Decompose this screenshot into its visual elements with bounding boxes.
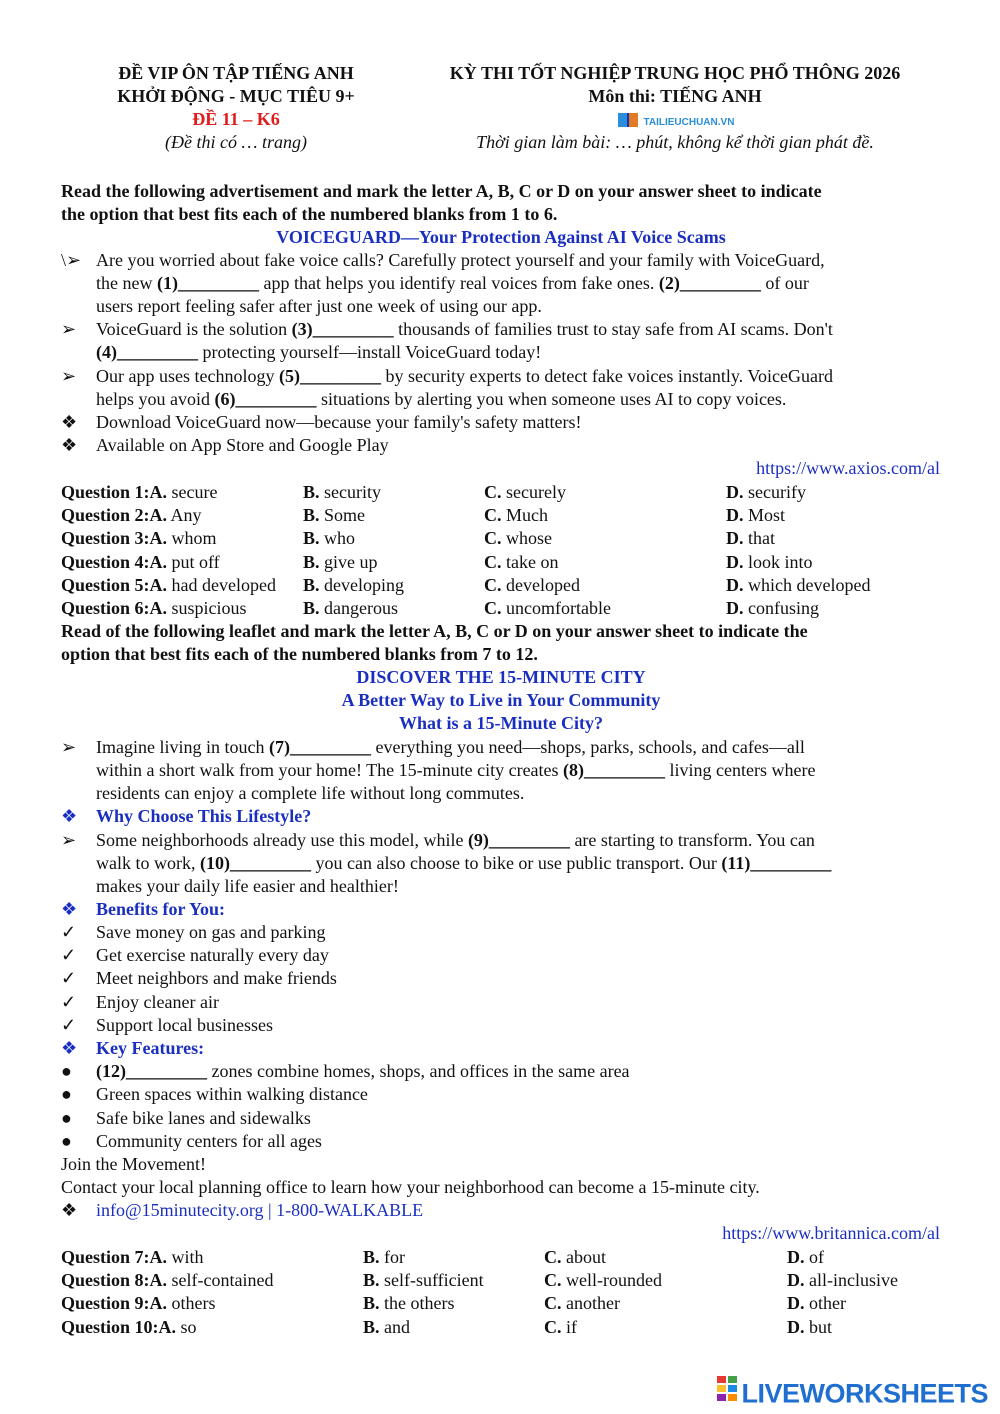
footer-brand-text: LIVEWORKSHEETS bbox=[741, 1378, 988, 1409]
feature-item: Community centers for all ages bbox=[96, 1131, 322, 1151]
section1-instruction-1: Read the following advertisement and mark the letter A, B, C or D on your answer sheet to indicate bbox=[61, 181, 822, 201]
question-row bbox=[61, 1246, 961, 1269]
question-label: Question 6: bbox=[61, 598, 150, 618]
contact-text: Contact your local planning office to learn how your neighborhood can become a 15-minute city. bbox=[61, 1177, 760, 1197]
why-heading: Why Choose This Lifestyle? bbox=[96, 806, 312, 826]
question-row bbox=[61, 574, 961, 597]
option-d[interactable]: D. but bbox=[787, 1316, 833, 1337]
question-row bbox=[61, 1269, 961, 1292]
question-row bbox=[61, 597, 961, 620]
question-label: Question 10: bbox=[61, 1316, 159, 1337]
arrow-bullet-icon: ➢ bbox=[61, 830, 77, 850]
check-icon: ✓ bbox=[61, 945, 77, 965]
header-left-line1: ĐỀ VIP ÔN TẬP TIẾNG ANH bbox=[118, 63, 354, 83]
paragraph-line: Download VoiceGuard now—because your family's safety matters! bbox=[96, 412, 582, 432]
option-a[interactable]: Question 3:A. whom bbox=[61, 528, 217, 549]
option-text: had developed bbox=[171, 574, 276, 595]
option-text: all-inclusive bbox=[809, 1270, 898, 1291]
benefit-item: Save money on gas and parking bbox=[96, 922, 326, 942]
option-d[interactable]: D. Most bbox=[726, 505, 786, 526]
option-b[interactable]: B. security bbox=[303, 482, 381, 502]
header-right-line2: Môn thi: TIẾNG ANH bbox=[588, 86, 762, 106]
paragraph-line: VoiceGuard is the solution (3)_________ thousands of families trust to stay safe from AI scams. Don't bbox=[96, 319, 833, 339]
option-a[interactable]: Question 4:A. put off bbox=[61, 551, 220, 572]
section2-instruction-1: Read of the following leaflet and mark the letter A, B, C or D on your answer sheet to indicate the bbox=[61, 621, 808, 641]
option-text: security bbox=[324, 482, 381, 502]
header-left-line4: (Đề thi có … trang) bbox=[165, 132, 307, 152]
feature-item: (12)_________ zones combine homes, shops, and offices in the same area bbox=[96, 1061, 630, 1081]
benefit-item: Enjoy cleaner air bbox=[96, 992, 219, 1012]
option-b[interactable]: B. give up bbox=[303, 551, 378, 572]
option-text: whom bbox=[171, 528, 217, 549]
paragraph-line: Some neighborhoods already use this model, while (9)_________ are starting to transform. You can bbox=[96, 830, 815, 850]
option-a[interactable]: Question 6:A. suspicious bbox=[61, 598, 247, 618]
question-label: Question 7: bbox=[61, 1247, 150, 1267]
question-label: Question 4: bbox=[61, 551, 150, 572]
option-d[interactable]: D. of bbox=[787, 1247, 824, 1267]
dot-bullet-icon: ● bbox=[61, 1061, 72, 1081]
option-text: secure bbox=[171, 482, 218, 502]
section1-title: VOICEGUARD—Your Protection Against AI Voice Scams bbox=[276, 227, 726, 247]
arrow-bullet-icon: ➢ bbox=[61, 737, 77, 757]
section2-title-1: DISCOVER THE 15-MINUTE CITY bbox=[356, 667, 646, 687]
option-c[interactable]: C. another bbox=[544, 1293, 620, 1314]
option-a[interactable]: Question 7:A. with bbox=[61, 1247, 204, 1267]
option-b[interactable]: B. dangerous bbox=[303, 598, 398, 618]
arrow-bullet-icon: ➢ bbox=[61, 319, 77, 339]
option-d[interactable]: D. that bbox=[726, 528, 775, 549]
option-text: but bbox=[809, 1316, 833, 1337]
benefit-item: Get exercise naturally every day bbox=[96, 945, 329, 965]
option-c[interactable]: C. securely bbox=[484, 482, 566, 502]
paragraph-line: Imagine living in touch (7)_________ everything you need—shops, parks, schools, and cafes—all bbox=[96, 737, 805, 757]
option-b[interactable]: B. developing bbox=[303, 574, 404, 595]
option-text: others bbox=[171, 1293, 216, 1314]
option-text: who bbox=[324, 528, 356, 549]
option-text: suspicious bbox=[171, 598, 247, 618]
option-a[interactable]: Question 1:A. secure bbox=[61, 482, 218, 502]
header-left-line2: KHỞI ĐỘNG - MỤC TIÊU 9+ bbox=[117, 86, 355, 106]
bullet-icon: \➢ bbox=[61, 250, 82, 270]
option-d[interactable]: D. other bbox=[787, 1293, 846, 1314]
section2-source-link[interactable]: https://www.britannica.com/al bbox=[722, 1223, 940, 1243]
section2-title-3: What is a 15-Minute City? bbox=[399, 713, 603, 733]
features-heading: Key Features: bbox=[96, 1038, 205, 1058]
option-d[interactable]: D. securify bbox=[726, 482, 806, 502]
diamond-bullet-icon: ❖ bbox=[61, 1038, 78, 1058]
option-c[interactable]: C. developed bbox=[484, 574, 580, 595]
header-right-line1: KỲ THI TỐT NGHIỆP TRUNG HỌC PHỔ THÔNG 2026 bbox=[449, 63, 901, 83]
option-a[interactable]: Question 9:A. others bbox=[61, 1293, 216, 1314]
question-label: Question 2: bbox=[61, 505, 150, 526]
question-label: Question 3: bbox=[61, 528, 150, 549]
feature-item: Green spaces within walking distance bbox=[96, 1084, 368, 1104]
paragraph-line: the new (1)_________ app that helps you identify real voices from fake ones. (2)_________ of our bbox=[96, 273, 809, 293]
option-b[interactable]: B. the others bbox=[363, 1293, 455, 1314]
paragraph-line: users report feeling safer after just one week of using our app. bbox=[96, 296, 542, 316]
paragraph-line: residents can enjoy a complete life without long commutes. bbox=[96, 783, 525, 803]
benefit-item: Support local businesses bbox=[96, 1015, 273, 1035]
header-left-line3: ĐỀ 11 – K6 bbox=[192, 109, 280, 129]
option-text: another bbox=[566, 1293, 620, 1314]
option-text: that bbox=[748, 528, 775, 549]
paragraph-line: Our app uses technology (5)_________ by security experts to detect fake voices instantly. VoiceGuard bbox=[96, 366, 833, 386]
paragraph-line: within a short walk from your home! The 15-minute city creates (8)_________ living centers where bbox=[96, 760, 816, 780]
dot-bullet-icon: ● bbox=[61, 1108, 72, 1128]
option-d[interactable]: D. confusing bbox=[726, 598, 819, 618]
option-b[interactable]: B. and bbox=[363, 1316, 411, 1337]
option-d[interactable]: D. which developed bbox=[726, 574, 871, 595]
option-text: other bbox=[809, 1293, 846, 1314]
paragraph-line: (4)_________ protecting yourself—install VoiceGuard today! bbox=[96, 342, 542, 362]
check-icon: ✓ bbox=[61, 1015, 77, 1035]
section1-source-link[interactable]: https://www.axios.com/al bbox=[756, 458, 940, 478]
option-text: so bbox=[180, 1316, 197, 1337]
option-text: look into bbox=[748, 551, 813, 572]
option-text: dangerous bbox=[324, 598, 398, 618]
option-c[interactable]: C. whose bbox=[484, 528, 552, 549]
join-text: Join the Movement! bbox=[61, 1154, 206, 1174]
option-text: Much bbox=[506, 505, 548, 526]
diamond-bullet-icon: ❖ bbox=[61, 806, 78, 826]
email-link[interactable]: info@15minutecity.org | 1-800-WALKABLE bbox=[96, 1200, 424, 1220]
paragraph-line: Are you worried about fake voice calls? Carefully protect yourself and your family with VoiceGuard, bbox=[96, 250, 825, 270]
question-label: Question 9: bbox=[61, 1293, 150, 1314]
paragraph-line: helps you avoid (6)_________ situations by alerting you when someone uses AI to copy voices. bbox=[96, 389, 787, 409]
paragraph-line: makes your daily life easier and healthier! bbox=[96, 876, 399, 896]
option-text: developing bbox=[324, 574, 404, 595]
check-icon: ✓ bbox=[61, 968, 77, 988]
benefit-item: Meet neighbors and make friends bbox=[96, 968, 337, 988]
question-row bbox=[61, 481, 961, 504]
dot-bullet-icon: ● bbox=[61, 1131, 72, 1151]
header-right-line4: Thời gian làm bài: … phút, không kể thời gian phát đề. bbox=[476, 132, 874, 152]
option-text: which developed bbox=[748, 574, 871, 595]
option-text: put off bbox=[171, 551, 220, 572]
option-text: Any bbox=[170, 505, 202, 526]
option-text: with bbox=[171, 1247, 204, 1267]
diamond-bullet-icon: ❖ bbox=[61, 899, 78, 919]
option-text: Most bbox=[748, 505, 786, 526]
option-text: uncomfortable bbox=[506, 598, 611, 618]
paragraph-line: Available on App Store and Google Play bbox=[96, 435, 389, 455]
option-text: take on bbox=[506, 551, 559, 572]
question-label: Question 1: bbox=[61, 482, 150, 502]
section2-title-2: A Better Way to Live in Your Community bbox=[341, 690, 661, 710]
section1-instruction-2: the option that best fits each of the numbered blanks from 1 to 6. bbox=[61, 204, 558, 224]
option-text: give up bbox=[324, 551, 378, 572]
option-b[interactable]: B. self-sufficient bbox=[363, 1270, 484, 1291]
option-text: the others bbox=[384, 1293, 455, 1314]
option-a[interactable]: Question 10:A. so bbox=[61, 1316, 197, 1337]
benefits-heading: Benefits for You: bbox=[96, 899, 225, 919]
option-text: self-sufficient bbox=[384, 1270, 484, 1291]
option-text: for bbox=[384, 1247, 406, 1267]
option-d[interactable]: D. all-inclusive bbox=[787, 1270, 898, 1291]
option-text: self-contained bbox=[171, 1270, 274, 1291]
option-c[interactable]: C. well-rounded bbox=[544, 1270, 662, 1291]
question-row bbox=[61, 1292, 961, 1315]
feature-item: Safe bike lanes and sidewalks bbox=[96, 1108, 311, 1128]
option-text: of bbox=[809, 1247, 824, 1267]
question-row bbox=[61, 551, 961, 574]
section2-instruction-2: option that best fits each of the numbered blanks from 7 to 12. bbox=[61, 644, 538, 664]
option-a[interactable]: Question 5:A. had developed bbox=[61, 574, 276, 595]
option-d[interactable]: D. look into bbox=[726, 551, 813, 572]
arrow-bullet-icon: ➢ bbox=[61, 366, 77, 386]
option-text: if bbox=[566, 1316, 577, 1337]
option-c[interactable]: C. Much bbox=[484, 505, 548, 526]
option-b[interactable]: B. for bbox=[363, 1247, 406, 1267]
option-text: securely bbox=[506, 482, 566, 502]
diamond-bullet-icon: ❖ bbox=[61, 412, 78, 432]
option-a[interactable]: Question 2:A. Any bbox=[61, 505, 202, 526]
question-label: Question 8: bbox=[61, 1270, 150, 1291]
option-c[interactable]: C. uncomfortable bbox=[484, 598, 611, 618]
brand-logo bbox=[617, 110, 734, 132]
option-c[interactable]: C. if bbox=[544, 1316, 577, 1337]
footer-brand bbox=[717, 1376, 988, 1409]
option-b[interactable]: B. Some bbox=[303, 505, 366, 526]
question-row bbox=[61, 504, 961, 527]
question-label: Question 5: bbox=[61, 574, 150, 595]
dot-bullet-icon: ● bbox=[61, 1084, 72, 1104]
option-c[interactable]: C. take on bbox=[484, 551, 559, 572]
paragraph-line: walk to work, (10)_________ you can also choose to bike or use public transport. Our (11)_________ bbox=[96, 853, 832, 873]
question-row bbox=[61, 1316, 961, 1339]
option-text: well-rounded bbox=[566, 1270, 662, 1291]
option-text: and bbox=[384, 1316, 411, 1337]
option-text: confusing bbox=[748, 598, 819, 618]
option-a[interactable]: Question 8:A. self-contained bbox=[61, 1270, 274, 1291]
check-icon: ✓ bbox=[61, 992, 77, 1012]
liveworksheets-logo-icon bbox=[717, 1376, 737, 1411]
option-text: developed bbox=[506, 574, 580, 595]
brand-text: TAILIEUCHUAN.VN bbox=[643, 117, 735, 128]
check-icon: ✓ bbox=[61, 922, 77, 942]
option-text: whose bbox=[506, 528, 552, 549]
option-text: about bbox=[566, 1247, 606, 1267]
option-text: Some bbox=[324, 505, 366, 526]
option-text: securify bbox=[748, 482, 806, 502]
question-row bbox=[61, 527, 961, 550]
diamond-bullet-icon: ❖ bbox=[61, 435, 78, 455]
option-c[interactable]: C. about bbox=[544, 1247, 606, 1267]
diamond-bullet-icon: ❖ bbox=[61, 1200, 78, 1220]
option-b[interactable]: B. who bbox=[303, 528, 356, 549]
